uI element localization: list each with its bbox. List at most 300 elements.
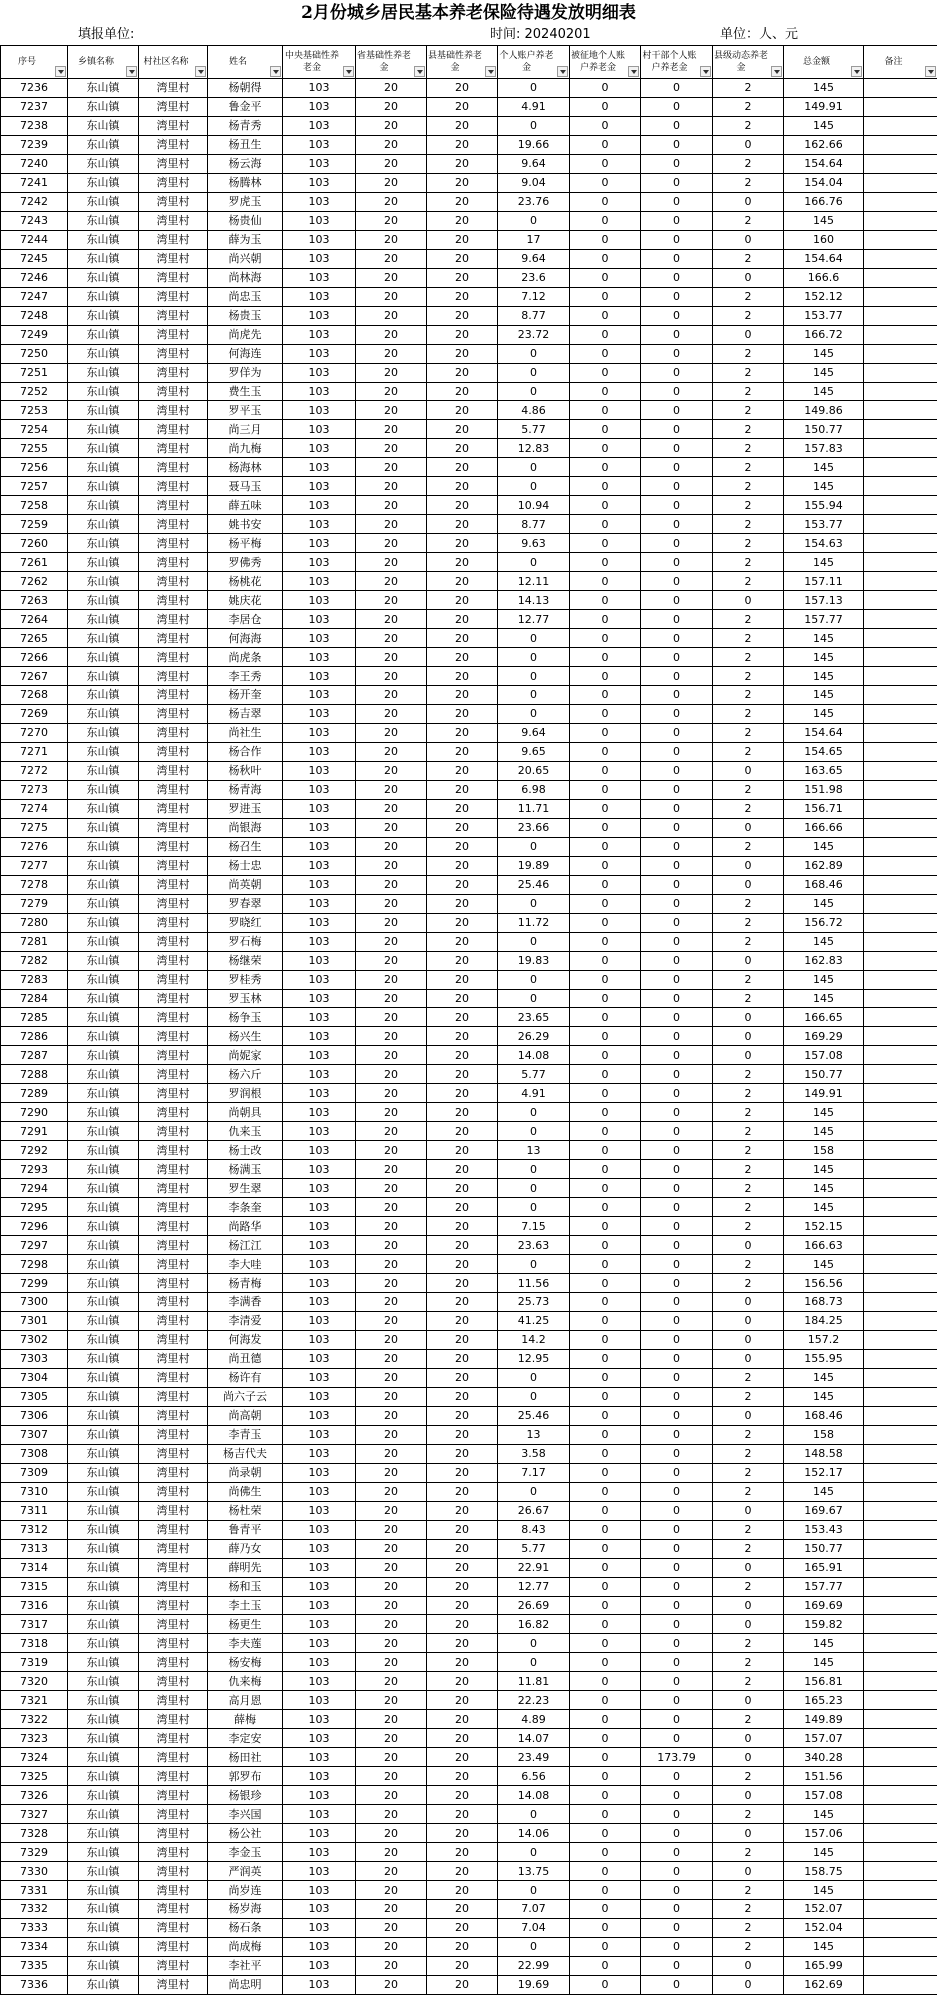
cell-county-pension[interactable]: 20	[427, 1824, 498, 1843]
cell-province-pension[interactable]: 20	[356, 496, 427, 515]
cell-total[interactable]: 152.17	[784, 1463, 864, 1482]
cell-village[interactable]: 湾里村	[139, 1918, 208, 1937]
cell-index[interactable]: 7309	[1, 1463, 68, 1482]
cell-cadre-account[interactable]: 0	[641, 856, 713, 875]
cell-village[interactable]: 湾里村	[139, 1558, 208, 1577]
cell-index[interactable]: 7247	[1, 287, 68, 306]
cell-province-pension[interactable]: 20	[356, 1179, 427, 1198]
cell-cadre-account[interactable]: 0	[641, 534, 713, 553]
cell-land-account[interactable]: 0	[570, 1805, 641, 1824]
cell-land-account[interactable]: 0	[570, 1046, 641, 1065]
cell-cadre-account[interactable]: 0	[641, 1463, 713, 1482]
cell-remark[interactable]	[864, 932, 937, 951]
cell-province-pension[interactable]: 20	[356, 591, 427, 610]
cell-dynamic-pension[interactable]: 2	[713, 1710, 784, 1729]
cell-remark[interactable]	[864, 1975, 937, 1994]
cell-central-pension[interactable]: 103	[283, 116, 356, 135]
cell-central-pension[interactable]: 103	[283, 970, 356, 989]
cell-personal-account[interactable]: 0	[498, 989, 570, 1008]
cell-county-pension[interactable]: 20	[427, 268, 498, 287]
cell-dynamic-pension[interactable]: 2	[713, 572, 784, 591]
cell-remark[interactable]	[864, 1805, 937, 1824]
filter-dropdown-icon[interactable]	[126, 66, 137, 77]
cell-name[interactable]: 尚九梅	[208, 439, 283, 458]
cell-index[interactable]: 7268	[1, 686, 68, 705]
cell-county-pension[interactable]: 20	[427, 1900, 498, 1919]
cell-remark[interactable]	[864, 1786, 937, 1805]
cell-total[interactable]: 166.65	[784, 1008, 864, 1027]
cell-total[interactable]: 145	[784, 648, 864, 667]
cell-village[interactable]: 湾里村	[139, 1179, 208, 1198]
cell-cadre-account[interactable]: 0	[641, 1103, 713, 1122]
cell-remark[interactable]	[864, 1881, 937, 1900]
cell-dynamic-pension[interactable]: 0	[713, 1293, 784, 1312]
cell-total[interactable]: 154.64	[784, 723, 864, 742]
cell-land-account[interactable]: 0	[570, 1406, 641, 1425]
cell-land-account[interactable]: 0	[570, 894, 641, 913]
cell-total[interactable]: 166.66	[784, 818, 864, 837]
cell-county-pension[interactable]: 20	[427, 306, 498, 325]
cell-cadre-account[interactable]: 0	[641, 1501, 713, 1520]
cell-township[interactable]: 东山镇	[68, 420, 139, 439]
cell-dynamic-pension[interactable]: 0	[713, 325, 784, 344]
cell-dynamic-pension[interactable]: 2	[713, 458, 784, 477]
cell-province-pension[interactable]: 20	[356, 382, 427, 401]
cell-personal-account[interactable]: 0	[498, 1103, 570, 1122]
cell-province-pension[interactable]: 20	[356, 306, 427, 325]
cell-township[interactable]: 东山镇	[68, 1330, 139, 1349]
cell-village[interactable]: 湾里村	[139, 989, 208, 1008]
cell-province-pension[interactable]: 20	[356, 1824, 427, 1843]
cell-personal-account[interactable]: 14.08	[498, 1046, 570, 1065]
cell-county-pension[interactable]: 20	[427, 1691, 498, 1710]
cell-village[interactable]: 湾里村	[139, 1103, 208, 1122]
cell-remark[interactable]	[864, 439, 937, 458]
cell-land-account[interactable]: 0	[570, 1918, 641, 1937]
cell-remark[interactable]	[864, 1122, 937, 1141]
cell-central-pension[interactable]: 103	[283, 1691, 356, 1710]
cell-county-pension[interactable]: 20	[427, 1406, 498, 1425]
cell-village[interactable]: 湾里村	[139, 1368, 208, 1387]
cell-land-account[interactable]: 0	[570, 1634, 641, 1653]
cell-name[interactable]: 尚六子云	[208, 1387, 283, 1406]
cell-name[interactable]: 罗生翠	[208, 1179, 283, 1198]
cell-personal-account[interactable]: 0	[498, 79, 570, 98]
cell-cadre-account[interactable]: 0	[641, 79, 713, 98]
cell-cadre-account[interactable]: 0	[641, 420, 713, 439]
cell-township[interactable]: 东山镇	[68, 1710, 139, 1729]
cell-central-pension[interactable]: 103	[283, 1406, 356, 1425]
cell-central-pension[interactable]: 103	[283, 704, 356, 723]
cell-total[interactable]: 145	[784, 667, 864, 686]
cell-land-account[interactable]: 0	[570, 1558, 641, 1577]
cell-personal-account[interactable]: 0	[498, 1368, 570, 1387]
cell-land-account[interactable]: 0	[570, 648, 641, 667]
cell-personal-account[interactable]: 0	[498, 1843, 570, 1862]
cell-personal-account[interactable]: 14.08	[498, 1786, 570, 1805]
cell-land-account[interactable]: 0	[570, 553, 641, 572]
cell-cadre-account[interactable]: 0	[641, 135, 713, 154]
cell-village[interactable]: 湾里村	[139, 363, 208, 382]
cell-county-pension[interactable]: 20	[427, 1748, 498, 1767]
cell-province-pension[interactable]: 20	[356, 1937, 427, 1956]
cell-township[interactable]: 东山镇	[68, 970, 139, 989]
cell-township[interactable]: 东山镇	[68, 780, 139, 799]
cell-township[interactable]: 东山镇	[68, 534, 139, 553]
cell-personal-account[interactable]: 0	[498, 458, 570, 477]
cell-province-pension[interactable]: 20	[356, 1008, 427, 1027]
cell-county-pension[interactable]: 20	[427, 572, 498, 591]
cell-remark[interactable]	[864, 913, 937, 932]
cell-dynamic-pension[interactable]: 2	[713, 1805, 784, 1824]
cell-township[interactable]: 东山镇	[68, 1653, 139, 1672]
cell-remark[interactable]	[864, 1444, 937, 1463]
cell-dynamic-pension[interactable]: 0	[713, 1691, 784, 1710]
cell-cadre-account[interactable]: 0	[641, 610, 713, 629]
cell-province-pension[interactable]: 20	[356, 1900, 427, 1919]
cell-personal-account[interactable]: 7.17	[498, 1463, 570, 1482]
cell-township[interactable]: 东山镇	[68, 1729, 139, 1748]
cell-county-pension[interactable]: 20	[427, 1520, 498, 1539]
cell-village[interactable]: 湾里村	[139, 1027, 208, 1046]
cell-dynamic-pension[interactable]: 2	[713, 1577, 784, 1596]
cell-central-pension[interactable]: 103	[283, 1274, 356, 1293]
cell-remark[interactable]	[864, 268, 937, 287]
cell-land-account[interactable]: 0	[570, 1084, 641, 1103]
cell-index[interactable]: 7285	[1, 1008, 68, 1027]
cell-township[interactable]: 东山镇	[68, 1293, 139, 1312]
cell-county-pension[interactable]: 20	[427, 989, 498, 1008]
cell-province-pension[interactable]: 20	[356, 553, 427, 572]
cell-county-pension[interactable]: 20	[427, 1293, 498, 1312]
cell-land-account[interactable]: 0	[570, 1368, 641, 1387]
filter-dropdown-icon[interactable]	[557, 66, 568, 77]
cell-central-pension[interactable]: 103	[283, 894, 356, 913]
cell-village[interactable]: 湾里村	[139, 1008, 208, 1027]
cell-province-pension[interactable]: 20	[356, 1520, 427, 1539]
cell-province-pension[interactable]: 20	[356, 268, 427, 287]
cell-village[interactable]: 湾里村	[139, 1767, 208, 1786]
cell-province-pension[interactable]: 20	[356, 1293, 427, 1312]
cell-dynamic-pension[interactable]: 2	[713, 1084, 784, 1103]
cell-central-pension[interactable]: 103	[283, 1824, 356, 1843]
cell-total[interactable]: 154.64	[784, 154, 864, 173]
cell-village[interactable]: 湾里村	[139, 875, 208, 894]
cell-land-account[interactable]: 0	[570, 970, 641, 989]
cell-province-pension[interactable]: 20	[356, 1558, 427, 1577]
cell-cadre-account[interactable]: 0	[641, 704, 713, 723]
cell-remark[interactable]	[864, 1008, 937, 1027]
cell-total[interactable]: 166.72	[784, 325, 864, 344]
cell-province-pension[interactable]: 20	[356, 799, 427, 818]
cell-personal-account[interactable]: 5.77	[498, 1065, 570, 1084]
cell-province-pension[interactable]: 20	[356, 1122, 427, 1141]
cell-total[interactable]: 169.29	[784, 1027, 864, 1046]
cell-personal-account[interactable]: 0	[498, 1634, 570, 1653]
cell-index[interactable]: 7249	[1, 325, 68, 344]
cell-name[interactable]: 尚忠明	[208, 1975, 283, 1994]
cell-index[interactable]: 7246	[1, 268, 68, 287]
cell-index[interactable]: 7259	[1, 515, 68, 534]
cell-land-account[interactable]: 0	[570, 1160, 641, 1179]
cell-land-account[interactable]: 0	[570, 135, 641, 154]
cell-province-pension[interactable]: 20	[356, 1577, 427, 1596]
cell-dynamic-pension[interactable]: 2	[713, 913, 784, 932]
cell-county-pension[interactable]: 20	[427, 287, 498, 306]
cell-index[interactable]: 7314	[1, 1558, 68, 1577]
cell-township[interactable]: 东山镇	[68, 856, 139, 875]
cell-county-pension[interactable]: 20	[427, 591, 498, 610]
cell-total[interactable]: 151.56	[784, 1767, 864, 1786]
cell-village[interactable]: 湾里村	[139, 913, 208, 932]
cell-cadre-account[interactable]: 0	[641, 1634, 713, 1653]
cell-land-account[interactable]: 0	[570, 534, 641, 553]
cell-dynamic-pension[interactable]: 2	[713, 704, 784, 723]
cell-village[interactable]: 湾里村	[139, 1805, 208, 1824]
cell-village[interactable]: 湾里村	[139, 344, 208, 363]
cell-village[interactable]: 湾里村	[139, 667, 208, 686]
cell-cadre-account[interactable]: 0	[641, 818, 713, 837]
cell-county-pension[interactable]: 20	[427, 1672, 498, 1691]
cell-index[interactable]: 7315	[1, 1577, 68, 1596]
cell-township[interactable]: 东山镇	[68, 1198, 139, 1217]
cell-name[interactable]: 杨士改	[208, 1141, 283, 1160]
cell-cadre-account[interactable]: 0	[641, 1824, 713, 1843]
cell-remark[interactable]	[864, 1103, 937, 1122]
cell-total[interactable]: 148.58	[784, 1444, 864, 1463]
cell-total[interactable]: 162.69	[784, 1975, 864, 1994]
cell-dynamic-pension[interactable]: 0	[713, 591, 784, 610]
cell-personal-account[interactable]: 0	[498, 970, 570, 989]
cell-dynamic-pension[interactable]: 2	[713, 1444, 784, 1463]
cell-cadre-account[interactable]: 0	[641, 287, 713, 306]
cell-township[interactable]: 东山镇	[68, 1881, 139, 1900]
cell-land-account[interactable]: 0	[570, 458, 641, 477]
cell-personal-account[interactable]: 23.66	[498, 818, 570, 837]
cell-personal-account[interactable]: 3.58	[498, 1444, 570, 1463]
cell-township[interactable]: 东山镇	[68, 1425, 139, 1444]
cell-village[interactable]: 湾里村	[139, 1596, 208, 1615]
cell-village[interactable]: 湾里村	[139, 1786, 208, 1805]
cell-name[interactable]: 鲁金平	[208, 97, 283, 116]
cell-index[interactable]: 7272	[1, 761, 68, 780]
cell-index[interactable]: 7313	[1, 1539, 68, 1558]
cell-name[interactable]: 尚三月	[208, 420, 283, 439]
cell-total[interactable]: 145	[784, 1805, 864, 1824]
cell-central-pension[interactable]: 103	[283, 1956, 356, 1975]
cell-remark[interactable]	[864, 1596, 937, 1615]
cell-total[interactable]: 156.71	[784, 799, 864, 818]
cell-county-pension[interactable]: 20	[427, 1425, 498, 1444]
cell-personal-account[interactable]: 9.63	[498, 534, 570, 553]
cell-name[interactable]: 罗进玉	[208, 799, 283, 818]
cell-remark[interactable]	[864, 382, 937, 401]
cell-village[interactable]: 湾里村	[139, 1748, 208, 1767]
cell-cadre-account[interactable]: 0	[641, 268, 713, 287]
cell-index[interactable]: 7263	[1, 591, 68, 610]
cell-township[interactable]: 东山镇	[68, 875, 139, 894]
cell-index[interactable]: 7280	[1, 913, 68, 932]
cell-land-account[interactable]: 0	[570, 1729, 641, 1748]
cell-cadre-account[interactable]: 0	[641, 363, 713, 382]
cell-province-pension[interactable]: 20	[356, 249, 427, 268]
cell-personal-account[interactable]: 11.72	[498, 913, 570, 932]
cell-village[interactable]: 湾里村	[139, 1349, 208, 1368]
cell-cadre-account[interactable]: 0	[641, 382, 713, 401]
cell-name[interactable]: 尚忠玉	[208, 287, 283, 306]
cell-township[interactable]: 东山镇	[68, 989, 139, 1008]
cell-province-pension[interactable]: 20	[356, 1729, 427, 1748]
cell-personal-account[interactable]: 23.63	[498, 1236, 570, 1255]
cell-name[interactable]: 李兴国	[208, 1805, 283, 1824]
cell-total[interactable]: 145	[784, 1255, 864, 1274]
cell-county-pension[interactable]: 20	[427, 1179, 498, 1198]
cell-dynamic-pension[interactable]: 0	[713, 1615, 784, 1634]
cell-remark[interactable]	[864, 723, 937, 742]
cell-name[interactable]: 杨兴生	[208, 1027, 283, 1046]
cell-dynamic-pension[interactable]: 2	[713, 989, 784, 1008]
cell-dynamic-pension[interactable]: 2	[713, 742, 784, 761]
cell-remark[interactable]	[864, 1558, 937, 1577]
cell-province-pension[interactable]: 20	[356, 837, 427, 856]
cell-land-account[interactable]: 0	[570, 268, 641, 287]
cell-township[interactable]: 东山镇	[68, 1558, 139, 1577]
cell-name[interactable]: 李大哇	[208, 1255, 283, 1274]
cell-dynamic-pension[interactable]: 2	[713, 1634, 784, 1653]
cell-total[interactable]: 145	[784, 1881, 864, 1900]
cell-township[interactable]: 东山镇	[68, 1179, 139, 1198]
cell-township[interactable]: 东山镇	[68, 1406, 139, 1425]
cell-index[interactable]: 7270	[1, 723, 68, 742]
cell-township[interactable]: 东山镇	[68, 1444, 139, 1463]
cell-province-pension[interactable]: 20	[356, 1368, 427, 1387]
cell-personal-account[interactable]: 23.65	[498, 1008, 570, 1027]
cell-township[interactable]: 东山镇	[68, 1577, 139, 1596]
cell-remark[interactable]	[864, 192, 937, 211]
cell-remark[interactable]	[864, 249, 937, 268]
cell-index[interactable]: 7267	[1, 667, 68, 686]
cell-personal-account[interactable]: 0	[498, 116, 570, 135]
cell-remark[interactable]	[864, 1918, 937, 1937]
cell-village[interactable]: 湾里村	[139, 515, 208, 534]
cell-index[interactable]: 7252	[1, 382, 68, 401]
cell-name[interactable]: 李社平	[208, 1956, 283, 1975]
cell-dynamic-pension[interactable]: 2	[713, 1918, 784, 1937]
cell-remark[interactable]	[864, 1179, 937, 1198]
cell-land-account[interactable]: 0	[570, 875, 641, 894]
cell-central-pension[interactable]: 103	[283, 1141, 356, 1160]
cell-total[interactable]: 166.6	[784, 268, 864, 287]
cell-village[interactable]: 湾里村	[139, 230, 208, 249]
cell-cadre-account[interactable]: 0	[641, 989, 713, 1008]
cell-county-pension[interactable]: 20	[427, 704, 498, 723]
cell-central-pension[interactable]: 103	[283, 1065, 356, 1084]
cell-index[interactable]: 7326	[1, 1786, 68, 1805]
cell-name[interactable]: 杨许有	[208, 1368, 283, 1387]
cell-province-pension[interactable]: 20	[356, 723, 427, 742]
cell-township[interactable]: 东山镇	[68, 249, 139, 268]
cell-name[interactable]: 杨桃花	[208, 572, 283, 591]
cell-personal-account[interactable]: 26.67	[498, 1501, 570, 1520]
cell-total[interactable]: 157.07	[784, 1729, 864, 1748]
cell-province-pension[interactable]: 20	[356, 1596, 427, 1615]
cell-index[interactable]: 7328	[1, 1824, 68, 1843]
cell-province-pension[interactable]: 20	[356, 116, 427, 135]
cell-cadre-account[interactable]: 0	[641, 1558, 713, 1577]
cell-village[interactable]: 湾里村	[139, 458, 208, 477]
cell-township[interactable]: 东山镇	[68, 515, 139, 534]
cell-central-pension[interactable]: 103	[283, 1539, 356, 1558]
cell-cadre-account[interactable]: 0	[641, 553, 713, 572]
cell-cadre-account[interactable]: 0	[641, 1198, 713, 1217]
cell-cadre-account[interactable]: 0	[641, 1330, 713, 1349]
cell-township[interactable]: 东山镇	[68, 1349, 139, 1368]
cell-province-pension[interactable]: 20	[356, 894, 427, 913]
cell-central-pension[interactable]: 103	[283, 1103, 356, 1122]
cell-central-pension[interactable]: 103	[283, 1520, 356, 1539]
cell-personal-account[interactable]: 23.76	[498, 192, 570, 211]
cell-total[interactable]: 340.28	[784, 1748, 864, 1767]
cell-province-pension[interactable]: 20	[356, 1482, 427, 1501]
cell-land-account[interactable]: 0	[570, 1501, 641, 1520]
cell-remark[interactable]	[864, 1577, 937, 1596]
cell-township[interactable]: 东山镇	[68, 572, 139, 591]
cell-name[interactable]: 尚岁连	[208, 1881, 283, 1900]
cell-county-pension[interactable]: 20	[427, 742, 498, 761]
cell-total[interactable]: 165.23	[784, 1691, 864, 1710]
cell-personal-account[interactable]: 0	[498, 932, 570, 951]
cell-personal-account[interactable]: 0	[498, 344, 570, 363]
cell-county-pension[interactable]: 20	[427, 648, 498, 667]
cell-village[interactable]: 湾里村	[139, 686, 208, 705]
cell-total[interactable]: 145	[784, 1653, 864, 1672]
cell-name[interactable]: 杨吉翠	[208, 704, 283, 723]
cell-province-pension[interactable]: 20	[356, 856, 427, 875]
cell-name[interactable]: 薛明先	[208, 1558, 283, 1577]
cell-name[interactable]: 姚庆花	[208, 591, 283, 610]
cell-county-pension[interactable]: 20	[427, 1501, 498, 1520]
cell-remark[interactable]	[864, 818, 937, 837]
cell-county-pension[interactable]: 20	[427, 211, 498, 230]
cell-personal-account[interactable]: 6.56	[498, 1767, 570, 1786]
cell-township[interactable]: 东山镇	[68, 363, 139, 382]
cell-index[interactable]: 7266	[1, 648, 68, 667]
cell-county-pension[interactable]: 20	[427, 534, 498, 553]
cell-county-pension[interactable]: 20	[427, 913, 498, 932]
cell-dynamic-pension[interactable]: 2	[713, 610, 784, 629]
cell-cadre-account[interactable]: 0	[641, 211, 713, 230]
cell-cadre-account[interactable]: 0	[641, 1577, 713, 1596]
cell-cadre-account[interactable]: 0	[641, 97, 713, 116]
cell-index[interactable]: 7262	[1, 572, 68, 591]
cell-township[interactable]: 东山镇	[68, 325, 139, 344]
cell-county-pension[interactable]: 20	[427, 230, 498, 249]
cell-index[interactable]: 7258	[1, 496, 68, 515]
cell-index[interactable]: 7240	[1, 154, 68, 173]
cell-county-pension[interactable]: 20	[427, 1615, 498, 1634]
cell-total[interactable]: 152.12	[784, 287, 864, 306]
filter-dropdown-icon[interactable]	[414, 66, 425, 77]
cell-land-account[interactable]: 0	[570, 1577, 641, 1596]
cell-personal-account[interactable]: 14.07	[498, 1729, 570, 1748]
cell-village[interactable]: 湾里村	[139, 268, 208, 287]
cell-cadre-account[interactable]: 0	[641, 629, 713, 648]
cell-name[interactable]: 李条奎	[208, 1198, 283, 1217]
cell-land-account[interactable]: 0	[570, 742, 641, 761]
cell-township[interactable]: 东山镇	[68, 723, 139, 742]
cell-province-pension[interactable]: 20	[356, 951, 427, 970]
cell-name[interactable]: 仇来梅	[208, 1672, 283, 1691]
